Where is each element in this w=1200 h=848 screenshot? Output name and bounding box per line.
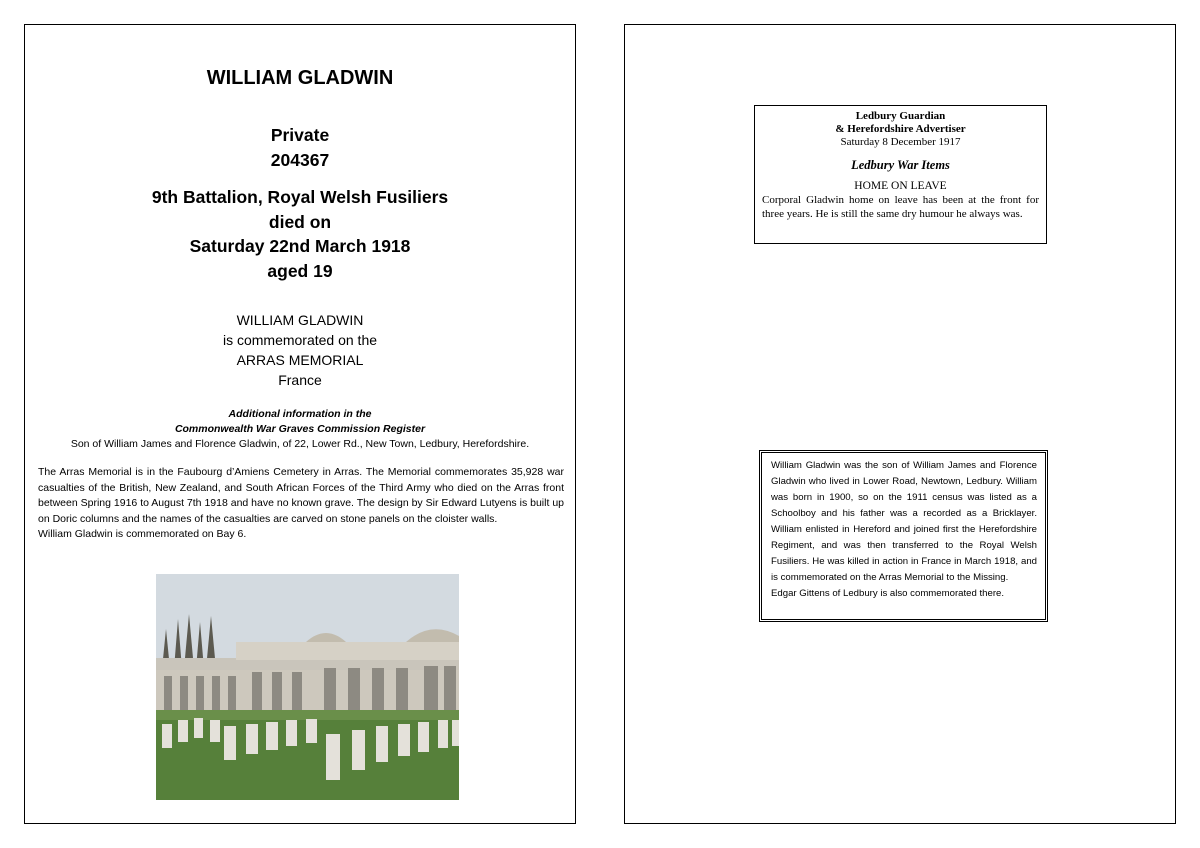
- age: aged 19: [267, 260, 333, 281]
- cwgc-detail: Son of William James and Florence Gladwin, of 22, Lower Rd., New Town, Ledbury, Herefordshire.: [70, 438, 530, 450]
- cwgc-heading-line1: Additional information in the: [228, 408, 372, 420]
- newspaper-date: Saturday 8 December 1917: [840, 136, 961, 148]
- column-heading: Ledbury War Items: [851, 158, 950, 172]
- arras-description-block: [38, 465, 564, 543]
- died-on-label: died on: [268, 211, 332, 232]
- biography-box: [759, 450, 1048, 622]
- unit: 9th Battalion, Royal Welsh Fusiliers: [151, 187, 449, 207]
- arras-description: The Arras Memorial is in the Faubourg d’Amiens Cemetery in Arras. The Memorial commemorates 35,928 war casualties of the British, New Zealand, and South African Forces of the Third Army who died on the Arras front between Spring 1916 to August 7th 1918 and have no known grave. The design by Sir Edward Lutyens is built up on Doric columns and the names of the casualties are carved on stone panels on the cloister walls.: [38, 466, 564, 525]
- date-of-death: Saturday 22nd March 1918: [189, 236, 411, 256]
- newspaper-name: [755, 110, 1046, 136]
- cwgc-heading-line2: Commonwealth War Graves Commission Register: [174, 423, 426, 435]
- article-body: Corporal Gladwin home on leave has been at the front for three years. He is still the same dry humour he always was.: [762, 194, 1039, 220]
- arras-memorial-photo: [156, 574, 459, 800]
- memorial-soldier-name: WILLIAM GLADWIN: [236, 312, 364, 328]
- biography-text: William Gladwin was the son of William James and Florence Gladwin who lived in Lower Road, Newtown, Ledbury. William was born in 1900, so on the 1911 census was listed as a Schoolboy and his father was a recorded as a Bricklayer. William enlisted in Hereford and joined first the Herefordshire Regiment, and was then transferred to the Royal Welsh Fusiliers. He was killed in action in France in March 1918, and is commemorated on the Arras Memorial to the Missing.: [771, 460, 1037, 583]
- bay-note: William Gladwin is commemorated on Bay 6.: [38, 528, 247, 540]
- newspaper-name-line1: Ledbury Guardian: [855, 110, 946, 122]
- article-subheading: HOME ON LEAVE: [854, 180, 947, 192]
- biography-note: Edgar Gittens of Ledbury is also commemorated there.: [771, 588, 1005, 599]
- commemorated-text: is commemorated on the: [222, 332, 378, 348]
- left-page: [24, 24, 576, 824]
- newspaper-clipping: [754, 105, 1047, 244]
- right-page: [624, 24, 1176, 824]
- rank: Private: [270, 125, 330, 145]
- newspaper-name-line2: & Herefordshire Advertiser: [835, 123, 966, 135]
- cwgc-block: [25, 407, 575, 452]
- memorial-block: [25, 310, 575, 390]
- soldier-name-title: WILLIAM GLADWIN: [206, 67, 394, 89]
- memorial-name: ARRAS MEMORIAL: [236, 352, 364, 368]
- service-number: 204367: [270, 150, 330, 170]
- rank-block: [25, 123, 575, 173]
- unit-block: [25, 185, 575, 283]
- memorial-country: France: [278, 372, 322, 388]
